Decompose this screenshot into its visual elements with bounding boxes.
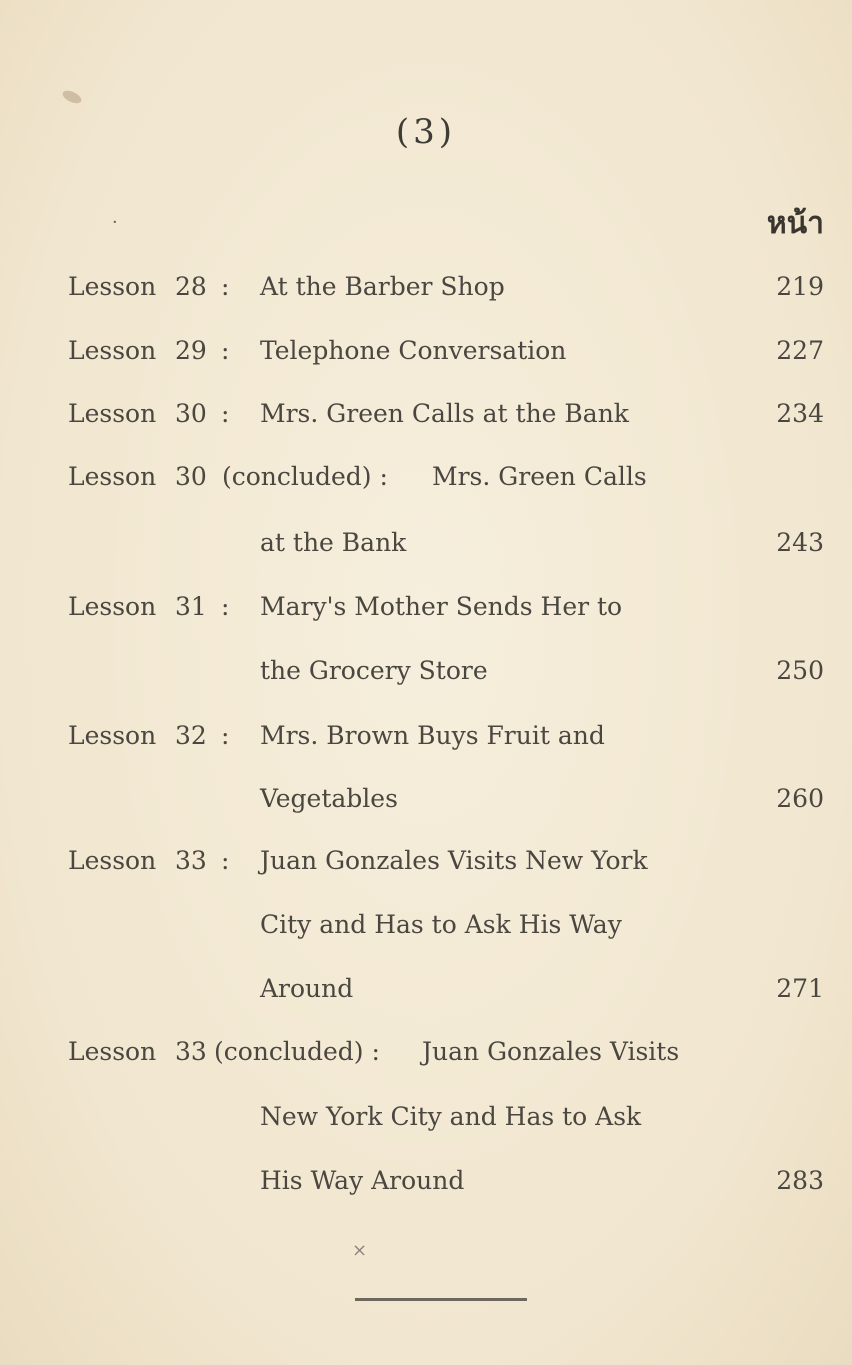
lesson-title: City and Has to Ask His Way xyxy=(260,910,622,939)
page-ref: 283 xyxy=(776,1166,824,1195)
separator: : xyxy=(221,592,230,621)
lesson-label: Lesson xyxy=(68,336,157,365)
concluded-marker: (concluded) : xyxy=(214,1037,380,1066)
lesson-label: Lesson xyxy=(68,462,157,491)
lesson-title: Juan Gonzales Visits New York xyxy=(260,846,648,875)
lesson-title: Mrs. Brown Buys Fruit and xyxy=(260,721,605,750)
page-ref: 219 xyxy=(776,272,824,301)
lesson-title: At the Barber Shop xyxy=(260,272,505,301)
lesson-title: Mrs. Green Calls at the Bank xyxy=(260,399,629,428)
lesson-title: New York City and Has to Ask xyxy=(260,1102,642,1131)
toc-entry xyxy=(0,721,852,761)
lesson-number: 33 xyxy=(175,846,207,875)
page-ref: 243 xyxy=(776,528,824,557)
toc-entry-continued xyxy=(0,1102,852,1142)
lesson-title: at the Bank xyxy=(260,528,407,557)
mark-dot: · xyxy=(112,212,118,233)
lesson-label: Lesson xyxy=(68,272,157,301)
concluded-marker: (concluded) : xyxy=(222,462,388,491)
lesson-label: Lesson xyxy=(68,399,157,428)
page-number: (3) xyxy=(395,112,457,152)
lesson-number: 30 xyxy=(175,399,207,428)
lesson-label: Lesson xyxy=(68,592,157,621)
lesson-title: Vegetables xyxy=(260,784,398,813)
lesson-number: 29 xyxy=(175,336,207,365)
separator: : xyxy=(221,399,230,428)
end-rule xyxy=(355,1298,527,1301)
lesson-label: Lesson xyxy=(68,1037,157,1066)
lesson-title: Telephone Conversation xyxy=(260,336,567,365)
toc-entry-continued xyxy=(0,910,852,950)
pencil-mark: × xyxy=(352,1240,368,1261)
page-ref: 250 xyxy=(776,656,824,685)
lesson-title: the Grocery Store xyxy=(260,656,488,685)
toc-entry-continued xyxy=(0,656,852,696)
separator: : xyxy=(221,336,230,365)
toc-entry xyxy=(0,272,852,312)
lesson-number: 33 xyxy=(175,1037,207,1066)
separator: : xyxy=(221,272,230,301)
toc-entry xyxy=(0,399,852,439)
toc-entry-continued xyxy=(0,528,852,568)
page-ref: 260 xyxy=(776,784,824,813)
toc-entry-continued xyxy=(0,1166,852,1206)
lesson-title: Around xyxy=(260,974,354,1003)
lesson-title: His Way Around xyxy=(260,1166,465,1195)
toc-entry xyxy=(0,1037,852,1077)
lesson-label: Lesson xyxy=(68,721,157,750)
lesson-title: Juan Gonzales Visits xyxy=(422,1037,680,1066)
page-ref: 271 xyxy=(776,974,824,1003)
separator: : xyxy=(221,846,230,875)
lesson-number: 28 xyxy=(175,272,207,301)
page-ref: 227 xyxy=(776,336,824,365)
toc-entry xyxy=(0,462,852,502)
toc-entry-continued xyxy=(0,974,852,1014)
ink-stain xyxy=(61,88,83,106)
lesson-number: 30 xyxy=(175,462,207,491)
toc-entry xyxy=(0,846,852,886)
toc-entry-continued xyxy=(0,784,852,824)
page-ref: 234 xyxy=(776,399,824,428)
page-column-header: หน้า xyxy=(766,206,824,241)
toc-entry xyxy=(0,592,852,632)
lesson-number: 31 xyxy=(175,592,207,621)
lesson-title: Mrs. Green Calls xyxy=(432,462,647,491)
toc-entry xyxy=(0,336,852,376)
lesson-label: Lesson xyxy=(68,846,157,875)
lesson-number: 32 xyxy=(175,721,207,750)
separator: : xyxy=(221,721,230,750)
lesson-title: Mary's Mother Sends Her to xyxy=(260,592,623,621)
